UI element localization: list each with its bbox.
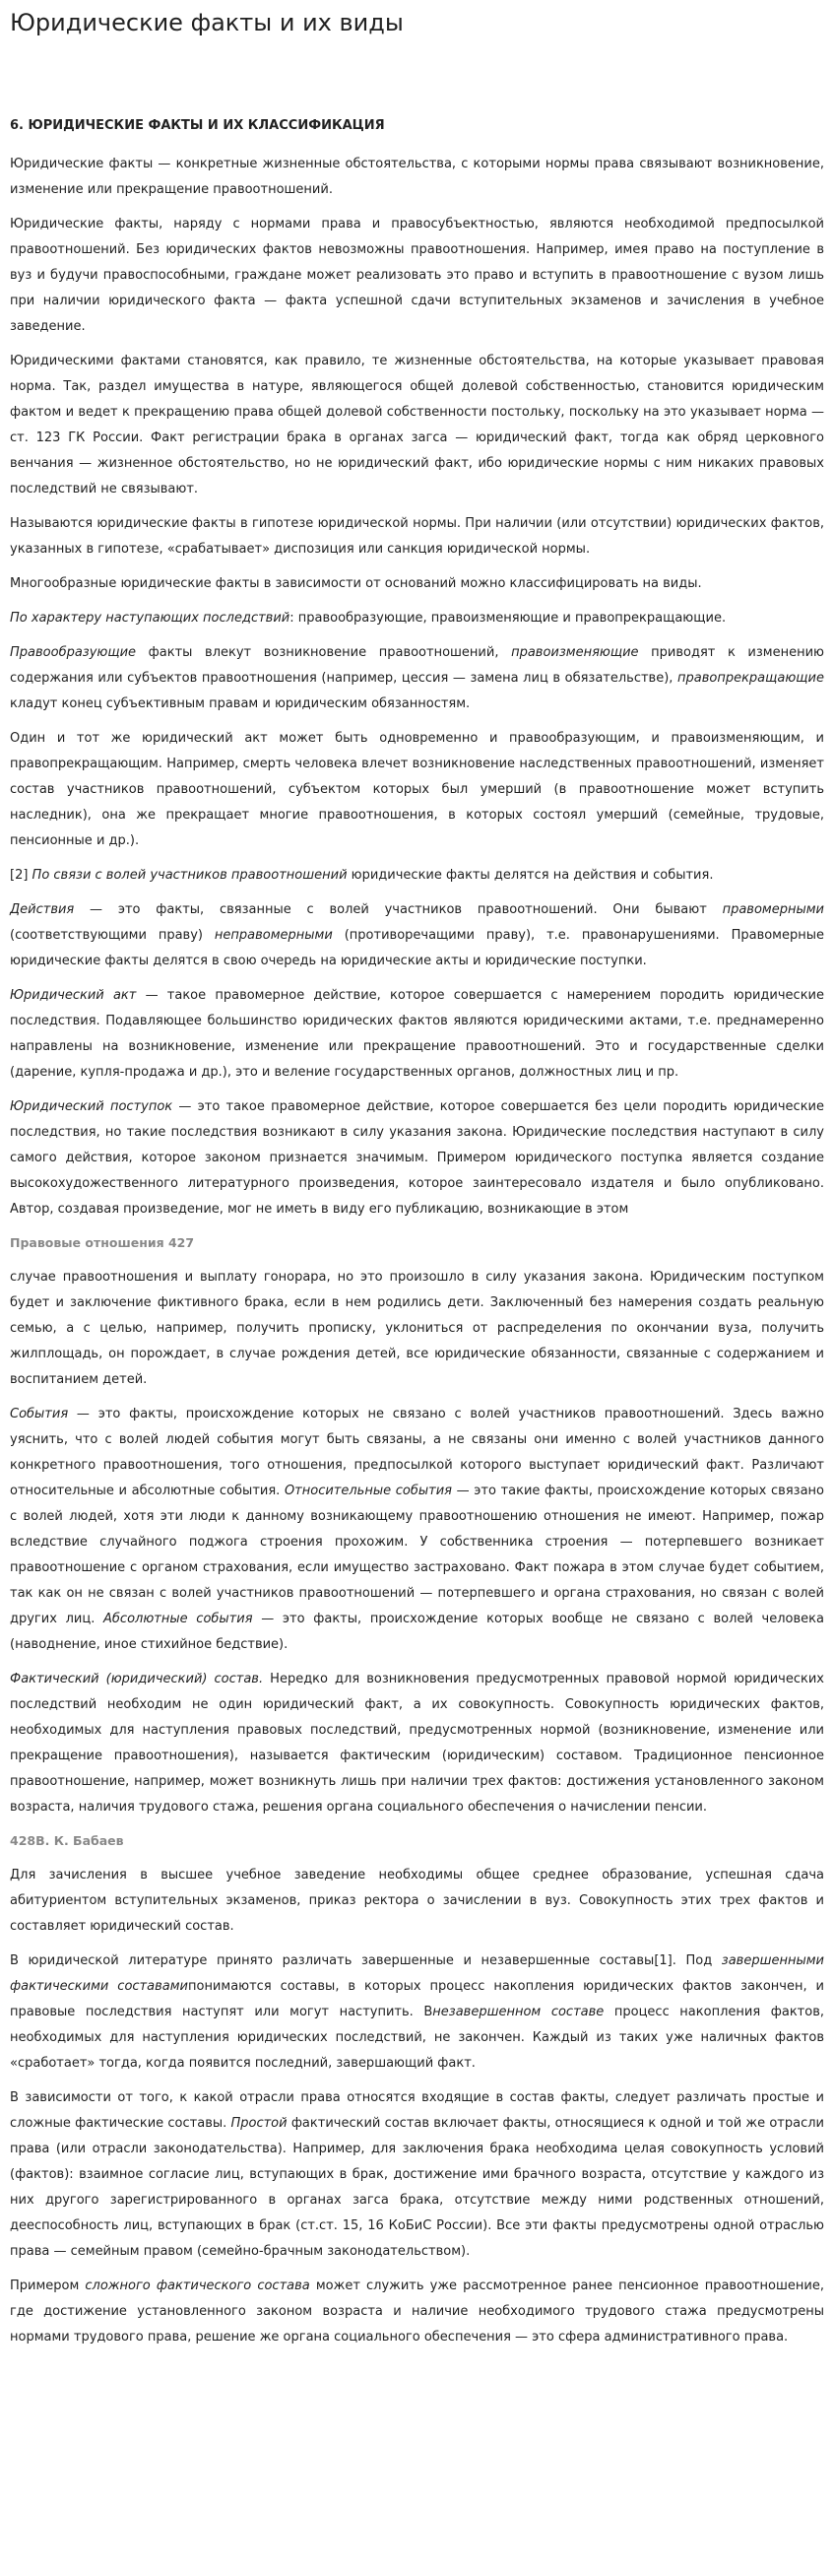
paragraph bbox=[10, 1949, 824, 2077]
emphasis: Действия bbox=[10, 902, 75, 917]
text: факты влекут возникновение правоотношений, bbox=[136, 645, 512, 660]
emphasis: Юридический акт bbox=[10, 988, 137, 1003]
text: Примером bbox=[10, 2279, 86, 2293]
paragraph bbox=[10, 1667, 824, 1820]
text: может служить уже рассмотренное ранее пенсионное правоотношение, где достижение установленного законом возраста и наличие необходимого трудового стажа предусмотрены нормами трудового права, решение же органа социального обеспечения — это сфера административного права. bbox=[10, 2279, 824, 2345]
emphasis: По характеру наступающих последствий bbox=[10, 611, 290, 626]
paragraph bbox=[10, 640, 824, 717]
paragraph bbox=[10, 863, 824, 889]
text: понимаются составы, в которых процесс накопления юридических фактов закончен, и правовые последствия наступят или могут наступить. В bbox=[10, 1979, 824, 2019]
emphasis: Юридический поступок bbox=[10, 1099, 173, 1114]
emphasis: Простой bbox=[230, 2116, 288, 2131]
footnote-ref: [2] bbox=[10, 868, 32, 883]
text: — это такие факты, происхождение которых связано с волей людей, хотя эти люди к данному возникающему правоотношению отношения не имеют. Например, пожар вследствие случайного поджога строения прохожим. У собственника строения — потерпевшего возникает правоотношение с органом страхования, если имущество застраховано. Факт пожара в этом случае будет событием, так как он не связан с волей участников правоотношений — потерпевшего и органа страхования, но связан с волей других лиц. bbox=[10, 1484, 824, 1626]
paragraph: Многообразные юридические факты в зависимости от оснований можно классифицировать на виды. bbox=[10, 576, 702, 591]
paragraph bbox=[10, 2274, 824, 2350]
paragraph bbox=[10, 1094, 824, 1222]
paragraph: Один и тот же юридический акт может быть одновременно и правообразующим, и правоизменяющим, и правопрекращающим. Например, смерть человека влечет возникновение наследственных правоотношений, изменяет состав участников правоотношений, субъектом которых был умерший (в правоотношение может вступить наследник), она же прекращает многие правоотношения, в которых состоял умерший (семейные, трудовые, пенсионные и др.). bbox=[10, 731, 824, 848]
paragraph: Юридическими фактами становятся, как правило, те жизненные обстоятельства, на которые указывает правовая норма. Так, раздел имущества в натуре, являющегося общей долевой собственностью, становится юридическим фактом и ведет к прекращению права общей долевой собственности постольку, поскольку на это указывает норма — ст. 123 ГК России. Факт регистрации брака в органах загса — юридический факт, тогда как обряд церковного венчания — жизненное обстоятельство, но не юридический факт, ибо юридические нормы с ним никаких правовых последствий не связывают. bbox=[10, 354, 824, 496]
text: юридические факты делятся на действия и события. bbox=[347, 868, 714, 883]
emphasis: По связи с волей участников правоотношений bbox=[32, 868, 348, 883]
text: — это факты, происхождение которых вообще не связано с волей человека (наводнение, иное стихийное бедствие). bbox=[10, 1612, 824, 1652]
section-heading: 6. ЮРИДИЧЕСКИЕ ФАКТЫ И ИХ КЛАССИФИКАЦИЯ bbox=[10, 118, 385, 133]
text: — такое правомерное действие, которое совершается с намерением породить юридические последствия. Подавляющее большинство юридических фактов являются юридическими актами, т.е. преднамеренно направлены на возникновение, изменение или прекращение правоотношений. Это и государственные сделки (дарение, купля-продажа и др.), это и веление государственных органов, должностных лиц и пр. bbox=[10, 988, 824, 1080]
paragraph bbox=[10, 606, 824, 631]
emphasis: неправомерными bbox=[214, 928, 333, 943]
paragraph bbox=[10, 2085, 824, 2265]
emphasis: Правообразующие bbox=[10, 645, 137, 660]
emphasis: События bbox=[10, 1407, 69, 1421]
paragraph bbox=[10, 897, 824, 974]
text: — это факты, происхождение которых не связано с волей участников правоотношений. Здесь важно уяснить, что с волей людей события могут быть связаны, а не связаны они именно с волей участников данного конкретного правоотношения, того отношения, предпосылкой которого выступает юридический факт. Различают относительные и абсолютные события. bbox=[10, 1407, 824, 1498]
text: : правообразующие, правоизменяющие и правопрекращающие. bbox=[289, 611, 727, 626]
text: (соответствующими праву) bbox=[10, 928, 215, 943]
paragraph: Юридические факты, наряду с нормами права и правосубъектностью, являются необходимой предпосылкой правоотношений. Без юридических фактов невозможны правоотношения. Например, имея право на поступление в вуз и будучи правоспособными, граждане может реализовать это право и вступить в правоотношение с вузом лишь при наличии юридического факта — факта успешной сдачи вступительных экзаменов и зачисления в учебное заведение. bbox=[10, 217, 824, 334]
emphasis: Относительные события bbox=[284, 1484, 452, 1498]
emphasis: Фактический (юридический) состав. bbox=[10, 1672, 264, 1686]
text: — это факты, связанные с волей участников правоотношений. Они бывают bbox=[74, 902, 723, 917]
running-head: Правовые отношения 427 bbox=[10, 1235, 195, 1250]
emphasis: завершенными фактическими составами bbox=[10, 1953, 824, 1994]
paragraph: Юридические факты — конкретные жизненные обстоятельства, с которыми нормы права связывают возникновение, изменение или прекращение правоотношений. bbox=[10, 157, 824, 197]
text: В юридической литературе принято различать завершенные и незавершенные составы[1]. Под bbox=[10, 1953, 722, 1968]
text: приводят к изменению содержания или субъектов правоотношения (например, цессия — замена лиц в обязательстве), bbox=[10, 645, 824, 686]
text: В зависимости от того, к какой отрасли права относятся входящие в состав факты, следует различать простые и сложные фактические составы. bbox=[10, 2090, 824, 2131]
emphasis: правопрекращающие bbox=[677, 671, 824, 686]
emphasis: правоизменяющие bbox=[511, 645, 639, 660]
paragraph bbox=[10, 1402, 824, 1658]
document bbox=[0, 6, 834, 2350]
text: кладут конец субъективным правам и юридическим обязанностям. bbox=[10, 696, 471, 711]
text: — это такое правомерное действие, которое совершается без цели породить юридические последствия, но такие последствия возникают в силу указания закона. Юридические последствия наступают в силу самого действия, которое законом признается значимым. Примером юридического поступка является создание высокохудожественного литературного произведения, которое заинтересовало издателя и было опубликовано. Автор, создавая произведение, мог не иметь в виду его публикацию, возникающие в этом bbox=[10, 1099, 824, 1217]
text: фактический состав включает факты, относящиеся к одной и той же отрасли права (или отрасли законодательства). Например, для заключения брака необходима целая совокупность условий (фактов): взаимное согласие лиц, вступающих в брак, достижение ими брачного возраста, отсутствие у каждого из них другого зарегистрированного в органах загса брака, отсутствие между ними родственных отношений, дееспособность лиц, вступающих в брак (ст.ст. 15, 16 КоБиС России). Все эти факты предусмотрены одной отраслью права — семейным правом (семейно-брачным законодательством). bbox=[10, 2116, 824, 2259]
emphasis: правомерными bbox=[722, 902, 824, 917]
emphasis: Абсолютные события bbox=[103, 1612, 253, 1626]
running-head: 428В. К. Бабаев bbox=[10, 1833, 124, 1848]
emphasis: незавершенном составе bbox=[432, 2005, 605, 2019]
page-title: Юридические факты и их виды bbox=[10, 9, 404, 36]
text: (противоречащими праву), т.е. правонарушениями. Правомерные юридические факты делятся в свою очередь на юридические акты и юридические поступки. bbox=[10, 928, 824, 968]
emphasis: сложного фактического состава bbox=[85, 2279, 310, 2293]
paragraph: Называются юридические факты в гипотезе юридической нормы. При наличии (или отсутствии) юридических фактов, указанных в гипотезе, «срабатывает» диспозиция или санкция юридической нормы. bbox=[10, 516, 824, 557]
text: процесс накопления фактов, необходимых для наступления юридических последствий, не закончен. Каждый из таких уже наличных фактов «сработает» тогда, когда появится последний, завершающий факт. bbox=[10, 2005, 824, 2071]
paragraph: Для зачисления в высшее учебное заведение необходимы общее среднее образование, успешная сдача абитуриентом вступительных экзаменов, приказ ректора о зачислении в вуз. Совокупность этих трех фактов и составляет юридический состав. bbox=[10, 1868, 824, 1934]
text: Нередко для возникновения предусмотренных правовой нормой юридических последствий необходим не один юридический факт, а их совокупность. Совокупность юридических фактов, необходимых для наступления правовых последствий, предусмотренных нормой (возникновение, изменение или прекращение правоотношения), называется фактическим (юридическим) составом. Традиционное пенсионное правоотношение, например, может возникнуть лишь при наличии трех фактов: достижения установленного законом возраста, наличия трудового стажа, решения органа социального обеспечения о начислении пенсии. bbox=[10, 1672, 824, 1815]
paragraph bbox=[10, 983, 824, 1086]
paragraph: случае правоотношения и выплату гонорара, но это произошло в силу указания закона. Юридическим поступком будет и заключение фиктивного брака, если в нем родились дети. Заключенный без намерения создать реальную семью, а с целью, например, получить прописку, уклониться от распределения по окончании вуза, получить жилплощадь, он порождает, в случае рождения детей, все юридические обязанности, связанные с содержанием и воспитанием детей. bbox=[10, 1270, 824, 1387]
